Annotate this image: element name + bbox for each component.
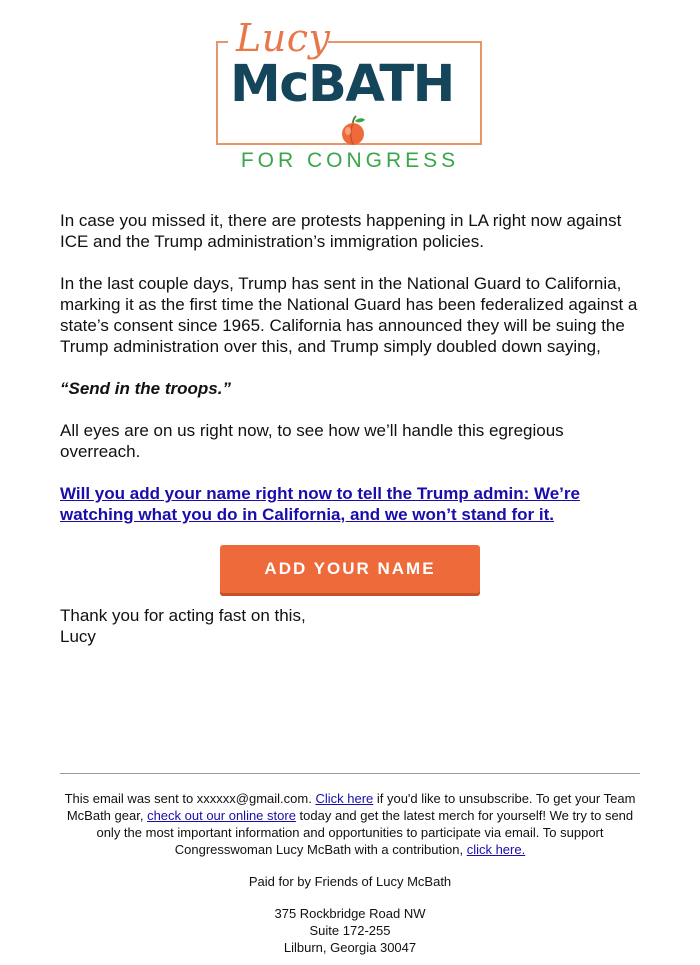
body-paragraph: All eyes are on us right now, to see how we’ll handle this egregious overreach.	[60, 421, 564, 461]
trump-quote: “Send in the troops.”	[60, 379, 231, 398]
body-paragraph: In case you missed it, there are protests happening in LA right now against ICE and the Trump administration’s immigration policies.	[60, 211, 622, 251]
logo-first-name: Lucy	[236, 16, 331, 60]
contribution-link[interactable]: click here.	[466, 842, 526, 857]
footer-disclaimer: This email was sent to xxxxxx@gmail.com. Click here if you'd like to unsubscribe. To get your Team McBath gear, check out our online store today and get the latest merch for yourself! We try to send only the most important information and opportunities to participate via email. To support Congresswoman Lucy McBath with a contribution, click here.	[64, 791, 636, 857]
address-line: Lilburn, Georgia 30047	[283, 940, 417, 955]
body-paragraph: In the last couple days, Trump has sent in the National Guard to California, marking it as the first time the National Guard has been federalized against a state’s consent since 1965. California has announced they will be suing the Trump administration over this, and Trump simply doubled down saying,	[60, 274, 638, 356]
footer-divider	[60, 773, 640, 774]
add-your-name-button[interactable]: ADD YOUR NAME	[220, 545, 480, 593]
email-footer	[60, 790, 640, 956]
paid-for-notice: Paid for by Friends of Lucy McBath	[248, 874, 452, 889]
email-body	[60, 210, 640, 647]
address-line: Suite 172-255	[309, 923, 391, 938]
campaign-logo[interactable]	[210, 16, 490, 176]
peach-icon	[338, 114, 368, 146]
mailing-address	[60, 905, 640, 956]
address-line: 375 Rockbridge Road NW	[274, 906, 426, 921]
signature: Lucy	[60, 627, 96, 646]
signoff-text: Thank you for acting fast on this,	[60, 606, 306, 625]
online-store-link[interactable]: check out our online store	[147, 808, 296, 823]
unsubscribe-link[interactable]: Click here	[315, 791, 374, 806]
logo-tagline: FOR CONGRESS	[240, 149, 460, 172]
add-name-link[interactable]: Will you add your name right now to tell the Trump admin: We’re watching what you do in California, and we won’t stand for it.	[60, 484, 580, 524]
logo-last-name: McBATH	[230, 55, 454, 114]
signoff-block	[60, 605, 640, 647]
